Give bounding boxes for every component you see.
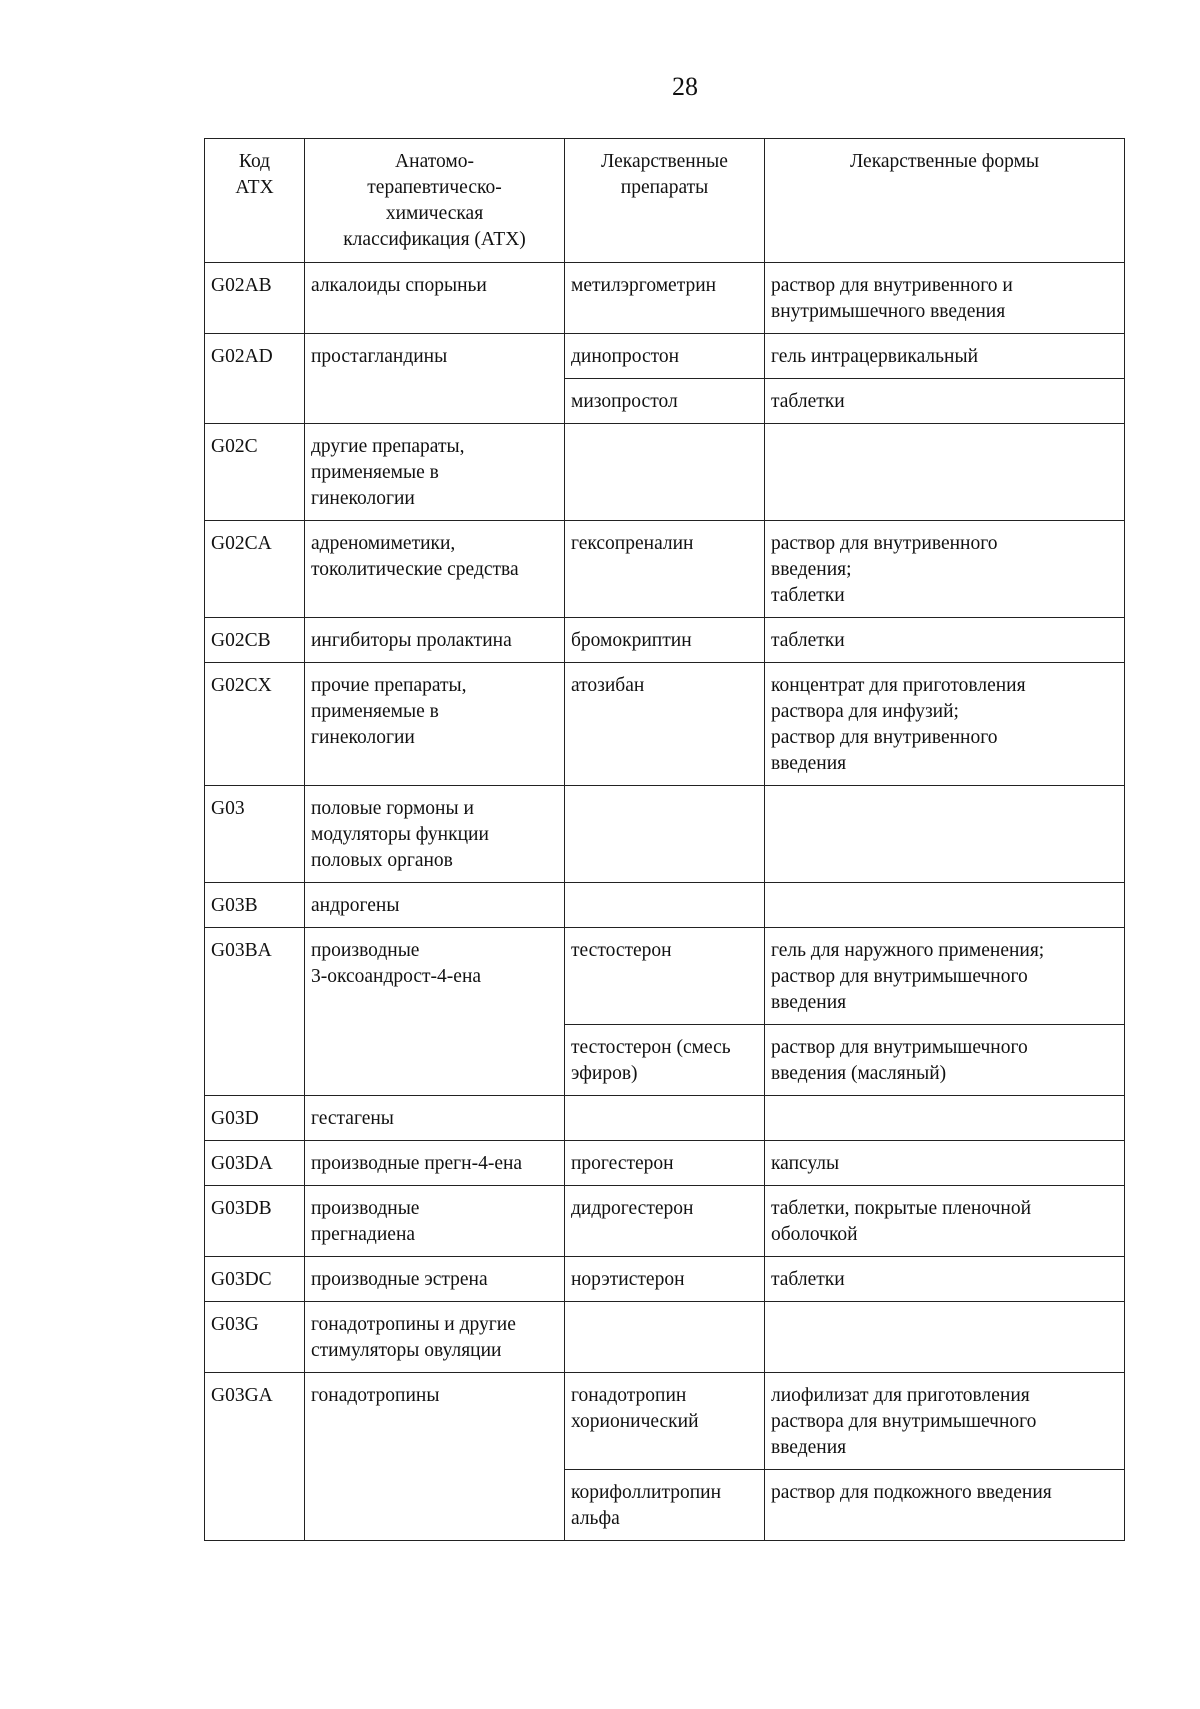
atx-table [204, 138, 1125, 1541]
medicine-cell [565, 883, 765, 928]
table-row [205, 263, 1125, 334]
medicine-cell: тестостерон [565, 928, 765, 1025]
dosage-form-cell [765, 424, 1125, 521]
dosage-form-cell: таблетки, покрытые пленочной оболочкой [765, 1186, 1125, 1257]
table-row [205, 883, 1125, 928]
page-number: 28 [672, 72, 698, 101]
dosage-form-cell: раствор для внутривенного и внутримышечного введения [765, 263, 1125, 334]
atx-code-cell: G03GA [205, 1373, 305, 1541]
atx-code-cell: G02AD [205, 334, 305, 424]
medicine-cell [565, 786, 765, 883]
header-medicines: Лекарственные препараты [565, 139, 765, 263]
table-row [205, 1373, 1125, 1470]
dosage-form-cell: таблетки [765, 1257, 1125, 1302]
atx-class-cell: андрогены [305, 883, 565, 928]
atx-class-cell: половые гормоны и модуляторы функции половых органов [305, 786, 565, 883]
medicine-cell [565, 424, 765, 521]
dosage-form-cell [765, 1096, 1125, 1141]
atx-class-cell: гонадотропины и другие стимуляторы овуляции [305, 1302, 565, 1373]
dosage-form-cell: таблетки [765, 379, 1125, 424]
table-row [205, 928, 1125, 1025]
atx-code-cell: G03BA [205, 928, 305, 1096]
atx-class-cell: гестагены [305, 1096, 565, 1141]
table-row [205, 334, 1125, 379]
atx-class-cell: производные 3-оксоандрост-4-ена [305, 928, 565, 1096]
medicine-cell: мизопростол [565, 379, 765, 424]
atx-class-cell: простагландины [305, 334, 565, 424]
medicine-cell: динопростон [565, 334, 765, 379]
atx-code-cell: G02CX [205, 663, 305, 786]
table-row [205, 786, 1125, 883]
dosage-form-cell: концентрат для приготовления раствора для инфузий; раствор для внутривенного введения [765, 663, 1125, 786]
medicine-cell: гексопреналин [565, 521, 765, 618]
table-row [205, 1302, 1125, 1373]
atx-code-cell: G02AB [205, 263, 305, 334]
table-row [205, 1186, 1125, 1257]
table-row [205, 618, 1125, 663]
medicine-cell [565, 1302, 765, 1373]
medicine-cell: атозибан [565, 663, 765, 786]
table-row [205, 1141, 1125, 1186]
atx-code-cell: G02C [205, 424, 305, 521]
medicine-cell: тестостерон (смесь эфиров) [565, 1025, 765, 1096]
atx-class-cell: алкалоиды спорыньи [305, 263, 565, 334]
atx-code-cell: G02CA [205, 521, 305, 618]
medicine-cell: бромокриптин [565, 618, 765, 663]
table-row [205, 521, 1125, 618]
atx-code-cell: G03DC [205, 1257, 305, 1302]
atx-code-cell: G03 [205, 786, 305, 883]
medicine-cell: норэтистерон [565, 1257, 765, 1302]
atx-class-cell: производные прегнадиена [305, 1186, 565, 1257]
atx-class-cell: другие препараты, применяемые в гинекологии [305, 424, 565, 521]
atx-code-cell: G02CB [205, 618, 305, 663]
atx-code-cell: G03DA [205, 1141, 305, 1186]
header-atx-code: Код АТХ [205, 139, 305, 263]
dosage-form-cell [765, 883, 1125, 928]
dosage-form-cell: раствор для внутримышечного введения (масляный) [765, 1025, 1125, 1096]
dosage-form-cell: раствор для внутривенного введения; таблетки [765, 521, 1125, 618]
atx-class-cell: производные прегн-4-ена [305, 1141, 565, 1186]
atx-class-cell: адреномиметики, токолитические средства [305, 521, 565, 618]
atx-class-cell: гонадотропины [305, 1373, 565, 1541]
atx-class-cell: ингибиторы пролактина [305, 618, 565, 663]
table-row [205, 1257, 1125, 1302]
dosage-form-cell: капсулы [765, 1141, 1125, 1186]
table-row [205, 1096, 1125, 1141]
atx-code-cell: G03D [205, 1096, 305, 1141]
table-row [205, 663, 1125, 786]
medicine-cell [565, 1096, 765, 1141]
dosage-form-cell: гель для наружного применения; раствор для внутримышечного введения [765, 928, 1125, 1025]
header-dosage-forms: Лекарственные формы [765, 139, 1125, 263]
dosage-form-cell: раствор для подкожного введения [765, 1470, 1125, 1541]
medicine-cell: прогестерон [565, 1141, 765, 1186]
atx-class-cell: производные эстрена [305, 1257, 565, 1302]
medicine-cell: гонадотропин хорионический [565, 1373, 765, 1470]
dosage-form-cell [765, 786, 1125, 883]
table-header-row [205, 139, 1125, 263]
table-body [205, 263, 1125, 1541]
atx-code-cell: G03DB [205, 1186, 305, 1257]
atx-class-cell: прочие препараты, применяемые в гинекологии [305, 663, 565, 786]
table-row [205, 424, 1125, 521]
medicine-cell: дидрогестерон [565, 1186, 765, 1257]
header-atx-classification: Анатомо- терапевтическо- химическая классификация (АТХ) [305, 139, 565, 263]
dosage-form-cell: лиофилизат для приготовления раствора для внутримышечного введения [765, 1373, 1125, 1470]
dosage-form-cell: таблетки [765, 618, 1125, 663]
atx-code-cell: G03G [205, 1302, 305, 1373]
atx-code-cell: G03B [205, 883, 305, 928]
dosage-form-cell: гель интрацервикальный [765, 334, 1125, 379]
medicine-cell: корифоллитропин альфа [565, 1470, 765, 1541]
dosage-form-cell [765, 1302, 1125, 1373]
medicine-cell: метилэргометрин [565, 263, 765, 334]
